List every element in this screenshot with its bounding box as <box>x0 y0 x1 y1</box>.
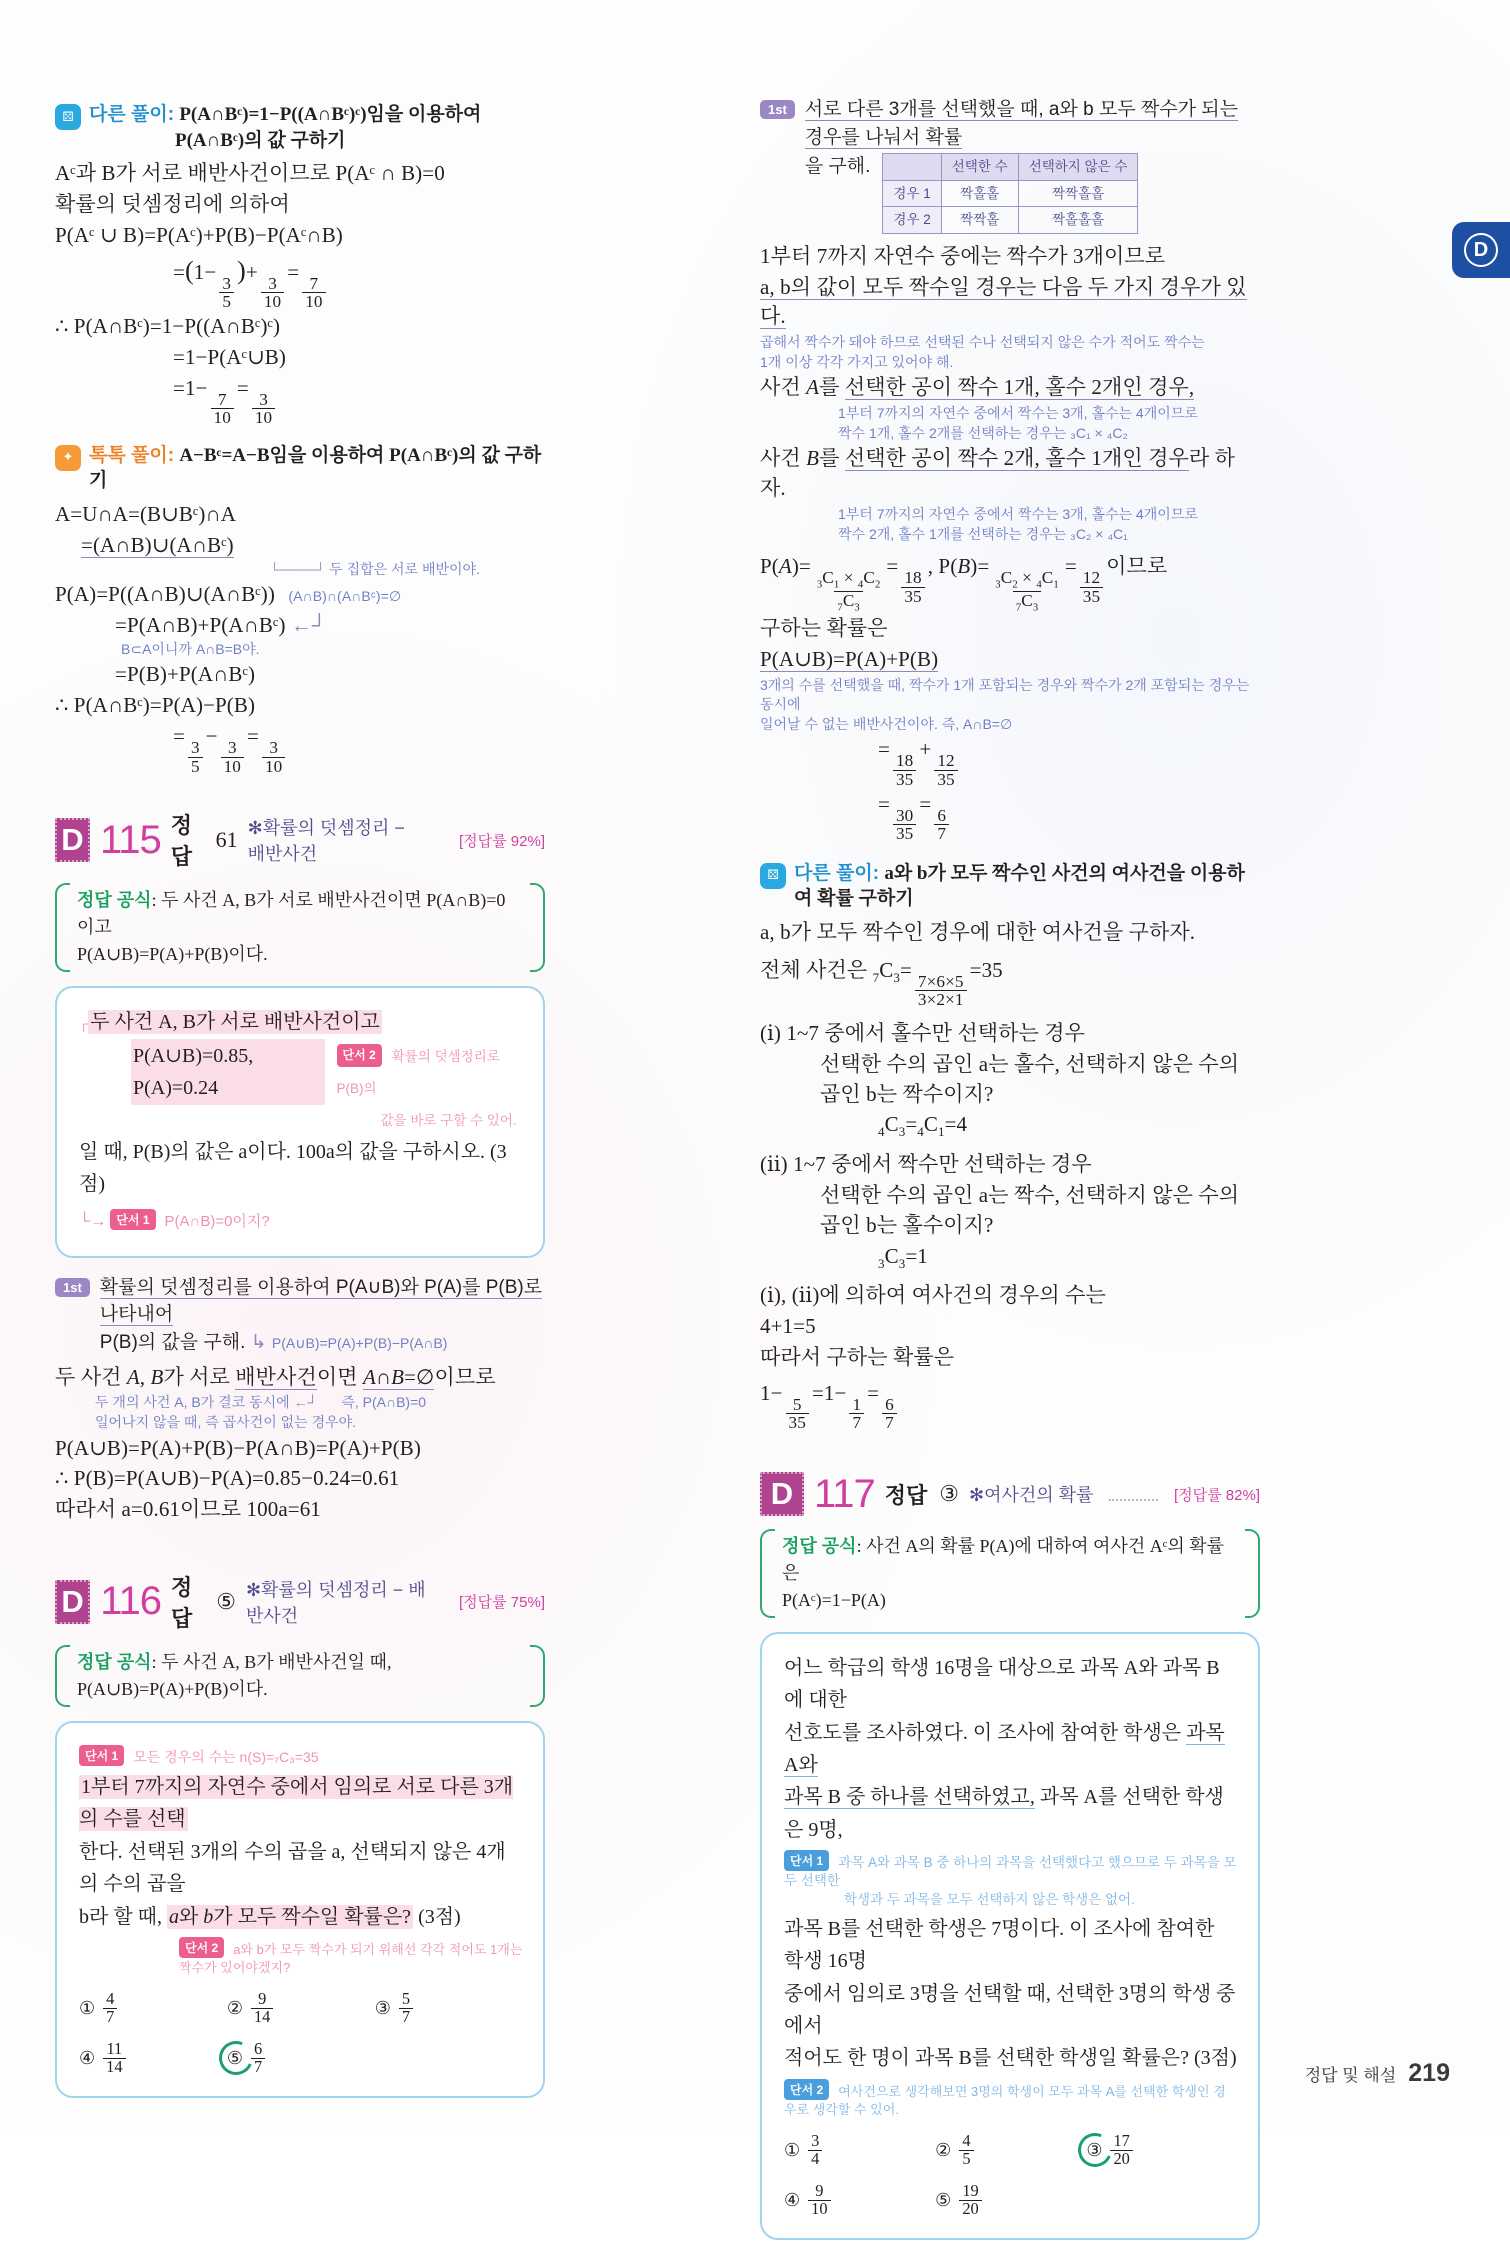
step-115-l2: P(B)의 값을 구해. <box>99 1331 246 1353</box>
q115-hint1-tag: 단서 1 <box>110 1209 155 1230</box>
q115-hint1 <box>79 1209 523 1232</box>
choice-2-num: ② <box>935 2139 952 2160</box>
q115-line2-row <box>79 1039 523 1136</box>
alt3-line-7: $_3C_3=1$ <box>878 1243 928 1271</box>
r116-line-2: 사건 A를 선택한 공이 짝수 1개, 홀수 2개인 경우, <box>760 375 1195 400</box>
q117-hint2-text: 여사건으로 생각해보면 3명의 학생이 모두 과목 A를 선택한 학생인 경우로 생각할 수 있어. <box>784 2083 1226 2117</box>
choice-2-num: ② <box>226 1997 243 2018</box>
q116-hint2-text: a와 b가 모두 짝수가 되기 위해선 각각 적어도 1개는 짝수가 있어야겠지? <box>179 1941 523 1975</box>
r116-line-5-text: P(A∪B)=P(A)+P(B) <box>760 646 939 671</box>
problem-116-choices-row-2 <box>79 2041 523 2075</box>
th-2: 선택하지 않은 수 <box>1018 154 1138 181</box>
problem-115-question-card <box>55 986 545 1258</box>
td-r0c2: 짝짝홀홀 <box>1018 180 1138 207</box>
alt1-line-2: P(Aᶜ ∪ B)=P(Aᶜ)+P(B)−P(Aᶜ∩B) <box>55 222 343 247</box>
problem-116-rate: [정답률 75%] <box>459 1594 545 1612</box>
choice-5-den-val: 20 <box>959 2200 981 2218</box>
td-r1c0: 경우 2 <box>883 207 941 234</box>
arrow-right-icon-1: └→ <box>79 1212 107 1230</box>
th-0 <box>883 154 941 181</box>
choice-5[interactable] <box>935 2183 1086 2217</box>
p115-note1-l1 <box>55 1393 545 1413</box>
r116-noteB-l2: 짝수 2개, 홀수 1개를 선택하는 경우는 ₃C₂ × ₄C₁ <box>838 525 1128 542</box>
p115-note1-l2: 일어나지 않을 때, 즉 곱사건이 없는 경우야. <box>95 1413 357 1430</box>
problem-116-topic: ✻확률의 덧셈정리 − 배반사건 <box>245 1579 426 1626</box>
p115-note1-l1-text: 두 개의 사건 A, B가 결코 동시에 <box>95 1394 290 1411</box>
alt-solution-1-line2: P(A∩Bᶜ)의 값 구하기 <box>175 129 346 151</box>
problem-115-formula <box>55 883 545 972</box>
q115-line1 <box>79 1006 523 1038</box>
choice-1-num-val: 3 <box>811 2130 820 2150</box>
td-r1c1: 짝짝홀 <box>941 207 1018 234</box>
alt2-line-3-text: =P(A∩B)+P(A∩Bᶜ) <box>115 613 286 638</box>
q117-line3: 과목 B 중 하나를 선택하였고, 과목 A를 선택한 학생은 9명, <box>784 1786 1224 1841</box>
choice-1-den-val: 4 <box>808 2150 822 2168</box>
problem-115-answer-label: 정답 <box>170 813 192 870</box>
problem-115-header <box>55 809 545 871</box>
alt-solution-1-label: 다른 풀이: <box>89 104 175 125</box>
q115-line3: 일 때, P(B)의 값은 a이다. 100a의 값을 구하시오. (3점) <box>79 1140 507 1196</box>
choice-1-num-val: 4 <box>106 1988 115 2008</box>
problem-116-question-card <box>55 1721 545 2098</box>
choice-3-num: ③ <box>374 1997 391 2018</box>
q116-hint2 <box>79 1937 523 1977</box>
alt2-line-1 <box>55 531 545 561</box>
alt2-line-1-text: =(A∩B)∪(A∩Bᶜ) <box>81 532 234 557</box>
alt1-line-0: Aᶜ과 B가 서로 배반사건이므로 P(Aᶜ ∩ B)=0 <box>55 161 445 186</box>
problem-117-dots <box>1109 1487 1158 1501</box>
footer-label: 정답 및 해설 <box>1304 2066 1397 2085</box>
choice-5-num: ⑤ <box>226 2048 243 2069</box>
alt2-line-2 <box>55 580 545 610</box>
formula-key-115: 정답 공식 <box>77 890 152 911</box>
q116-hint1 <box>79 1745 523 1767</box>
q116-line2: 한다. 선택된 3개의 수의 곱을 a, 선택되지 않은 4개의 수의 곱을 <box>79 1840 506 1896</box>
alt-solution-2-label: 톡톡 풀이: <box>89 444 175 466</box>
alt2-frac-final: = $\frac{3}{5}$ − $\frac{3}{10}$ = $\frac{3}{10}$ <box>55 722 545 775</box>
q117-line1: 어느 학급의 학생 16명을 대상으로 과목 A와 과목 B에 대한 <box>784 1656 1220 1712</box>
alt3-line-1: 전체 사건은 $_7C_3=$ $\frac{7\times 6\times 5}{3\times 2\times 1}$ =35 <box>760 957 1003 1010</box>
alt-solution-2-text: A−Bᶜ=A−B임을 이용하여 P(A∩Bᶜ)의 값 구하기 <box>89 444 542 492</box>
problem-116-formula-line1 <box>77 1649 519 1703</box>
table-row <box>883 180 1138 207</box>
p115-body-1: P(A∪B)=P(A)+P(B)−P(A∩B)=P(A)+P(B) <box>55 1435 421 1460</box>
step-115-side: P(A∪B)=P(A)+P(B)−P(A∩B) <box>271 1334 448 1351</box>
problem-115-step-1 <box>55 1274 545 1357</box>
choice-3[interactable] <box>1086 2130 1237 2168</box>
choice-4-num-val: 11 <box>106 2039 123 2059</box>
alt1-line-1: 확률의 덧셈정리에 의하여 <box>55 192 290 217</box>
r116-line-1-text: a, b의 값이 모두 짝수일 경우는 다음 두 가지 경우가 있다. <box>760 274 1247 329</box>
alt3-line-8: (ⅰ), (ⅱ)에 의하여 여사건의 경우의 수는 <box>760 1283 1106 1308</box>
alt3-line-9: 4+1=5 <box>760 1314 816 1339</box>
alt2-note-disjoint-text: 두 집합은 서로 배반이야. <box>329 560 480 577</box>
r116-noteA-l1: 1부터 7까지의 자연수 중에서 짝수는 3개, 홀수는 4개이므로 <box>838 405 1198 422</box>
step-116-l1: 서로 다른 3개를 선택했을 때, a와 b 모두 짝수가 되는 경우를 나눠서 확률 <box>804 99 1239 148</box>
problem-115-answer-value: 61 <box>215 827 238 853</box>
alt-solution-1-line1: P(A∩Bᶜ)=1−P((A∩Bᶜ)ᶜ)임을 이용하여 <box>179 104 482 125</box>
choice-3-num-val: 17 <box>1113 2130 1130 2150</box>
q115-line1-text: 두 사건 A, B가 서로 배반사건이고 <box>90 1011 380 1034</box>
alt1-frac-line-2: =1− $\frac{7}{10}$ = $\frac{3}{10}$ <box>55 374 545 427</box>
table-header-row <box>883 154 1138 181</box>
q117-hint1 <box>784 1850 1238 1909</box>
problem-117-rate: [정답률 82%] <box>1174 1486 1260 1504</box>
choice-2-num-val: 9 <box>258 1988 267 2008</box>
th-1: 선택한 수 <box>941 154 1018 181</box>
problem-116-number: 116 <box>100 1579 162 1624</box>
step-badge-115: 1st <box>55 1278 90 1297</box>
choice-2-den-val: 5 <box>959 2150 973 2168</box>
r116-note-mutual-l1: 3개의 수를 선택했을 때, 짝수가 1개 포함되는 경우와 짝수가 2개 포함되는 경우는 동시에 <box>760 676 1250 713</box>
choice-4[interactable] <box>784 2183 935 2217</box>
problem-115-formula-line1 <box>77 887 519 941</box>
problem-117-answer-value: ③ <box>939 1481 960 1507</box>
dice-icon: ⚄ <box>760 863 786 889</box>
step-text-116 <box>805 96 1260 234</box>
arrow-right-icon-2: ↳ <box>250 1331 267 1353</box>
r116-note-even-l2: 1개 이상 각각 가지고 있어야 해. <box>760 353 954 370</box>
r116-line-5 <box>760 645 1260 675</box>
q116-hint1-text: 모든 경우의 수는 n(S)=₇C₃=35 <box>133 1748 319 1765</box>
choice-1[interactable] <box>784 2130 935 2168</box>
q117-line5: 중에서 임의로 3명을 선택할 때, 선택한 3명의 학생 중에서 <box>784 1982 1236 2038</box>
problem-117-answer-label: 정답 <box>884 1482 928 1508</box>
alt-solution-2-title <box>89 443 545 494</box>
problem-117-header <box>760 1472 1260 1517</box>
p115-body-3: 따라서 a=0.61이므로 100a=61 <box>55 1497 321 1522</box>
q115-hint2-l2: 값을 바로 구할 수 있어. <box>380 1113 517 1129</box>
choice-4-den-val: 10 <box>808 2200 830 2218</box>
q117-hint2-tag: 단서 2 <box>784 2079 829 2100</box>
q117-line2: 선호도를 조사하였다. 이 조사에 참여한 학생은 과목 A와 <box>784 1721 1225 1777</box>
td-r0c0: 경우 1 <box>883 180 941 207</box>
problem-117-choices-row-1 <box>784 2130 1238 2168</box>
r116-line-3: 사건 B를 선택한 공이 짝수 2개, 홀수 1개인 경우라 하자. <box>760 446 1235 501</box>
alt2-line-5: ∴ P(A∩Bᶜ)=P(A)−P(B) <box>55 693 256 718</box>
alt3-line-10: 따라서 구하는 확률은 <box>760 1344 955 1369</box>
case-table <box>882 153 1138 234</box>
choice-1-num: ① <box>79 1997 96 2018</box>
problem-115-rate: [정답률 92%] <box>459 832 545 850</box>
section-tab-label: D <box>1464 233 1498 267</box>
p115-body-0: 두 사건 A, B가 서로 배반사건이면 A∩B=∅이므로 <box>55 1364 496 1389</box>
problem-116-tag: D <box>55 1580 90 1624</box>
q117-hint1-l1: 과목 A와 과목 B 중 하나의 과목을 선택했다고 했으므로 두 과목을 모두 선택한 <box>784 1855 1237 1889</box>
choice-3[interactable] <box>374 1988 523 2026</box>
problem-117-choices-row-2 <box>784 2183 1238 2217</box>
r116-line-0: 1부터 7까지 자연수 중에는 짝수가 3개이므로 <box>760 243 1166 268</box>
alt2-note-subset: B⊂A이니까 A∩B=B야. <box>121 640 260 657</box>
q115-hint2 <box>337 1039 523 1136</box>
choice-2-den-val: 14 <box>251 2008 273 2026</box>
choice-4[interactable] <box>79 2041 227 2075</box>
q117-line4: 과목 B를 선택한 학생은 7명이다. 이 조사에 참여한 학생 16명 <box>784 1917 1215 1973</box>
choice-2[interactable] <box>226 1988 375 2026</box>
q116-hint1-tag: 단서 1 <box>79 1745 124 1766</box>
r116-line-4: 구하는 확률은 <box>760 615 888 640</box>
alt1-frac-line-1: =(1− $\frac{3}{5}$ )+ $\frac{3}{10}$ = $\frac{7}{10}$ <box>55 252 545 311</box>
alt-solution-1-header <box>55 102 545 153</box>
q116-line1-text: 1부터 7까지의 자연수 중에서 임의로 서로 다른 3개의 수를 선택 <box>79 1775 514 1831</box>
table-row <box>883 207 1138 234</box>
alt2-line-3 <box>55 611 545 641</box>
formula-115-text1: : 두 사건 A, B가 서로 배반사건이면 P(A∩B)=0이고 <box>77 890 506 938</box>
formula-116-text1: : 두 사건 A, B가 배반사건일 때, P(A∪B)=P(A)+P(B)이다. <box>77 1651 392 1699</box>
problem-116-choices-row-1 <box>79 1988 523 2026</box>
problem-117-formula-line1 <box>782 1533 1234 1587</box>
alt3-line-4: $_4C_3=_4C_1=4$ <box>878 1112 968 1140</box>
connector-bracket-2: ┌ <box>79 1016 89 1032</box>
step-115-l1: 확률의 덧셈정리를 이용하여 P(A∪B)와 P(A)를 P(B)로 나타내어 <box>99 1276 543 1326</box>
choice-5-den-val: 7 <box>251 2058 265 2076</box>
choice-4-num-val: 9 <box>815 2181 824 2201</box>
page-footer <box>1305 2059 1450 2088</box>
problem-115-tag: D <box>55 818 90 862</box>
alt-solution-3-title <box>794 861 1260 912</box>
problem-117-topic: ✻여사건의 확률 <box>969 1485 1094 1506</box>
q116-line1 <box>79 1771 523 1836</box>
formula-key-116: 정답 공식 <box>77 1651 152 1672</box>
problem-116-answer-value: ⑤ <box>216 1588 236 1614</box>
alt1-line-4: =1−P(Aᶜ∪B) <box>173 344 286 369</box>
problem-117-formula <box>760 1529 1260 1618</box>
r116-line-1 <box>760 273 1260 333</box>
alt3-line-6: 선택한 수의 곱인 a는 짝수, 선택하지 않은 수의 곱인 b는 홀수이지? <box>820 1182 1240 1237</box>
q116-hint2-tag: 단서 2 <box>179 1937 224 1958</box>
p115-body-2: ∴ P(B)=P(A∪B)−P(A)=0.85−0.24=0.61 <box>55 1466 400 1491</box>
r116-pa-formula: P(A)= $\frac{_3C_1 \times _4C_2}{_7C_3}$ = $\frac{18}{35}$ , P(B)= $\frac{_3C_2 \times _4C_1}{_7C_3}$ = $\frac{12}{35}$ 이므로 <box>760 554 1168 614</box>
problem-116-step-1 <box>760 96 1260 234</box>
problem-117-number: 117 <box>814 1471 875 1516</box>
problem-117-question-card <box>760 1632 1260 2240</box>
alt1-line-3: ∴ P(A∩Bᶜ)=1−P((A∩Bᶜ)ᶜ) <box>55 313 281 338</box>
alt-solution-1-title <box>89 102 481 153</box>
alt2-line-2-text: P(A)=P((A∩B)∪(A∩Bᶜ)) <box>55 582 275 607</box>
problem-116-answer-label: 정답 <box>171 1574 193 1631</box>
p115-note2-text: 즉, P(A∩B)=0 <box>341 1394 427 1411</box>
choice-4-num: ④ <box>79 2048 96 2069</box>
alt3-line-0: a, b가 모두 짝수인 경우에 대한 여사건을 구하자. <box>760 920 1196 945</box>
problem-117-tag: D <box>760 1472 804 1516</box>
r116-sum-1: = $\frac{18}{35}$ + $\frac{12}{35}$ <box>760 735 1260 788</box>
q115-line2-text: P(A∪B)=0.85, P(A)=0.24 <box>131 1039 325 1106</box>
problem-116-formula <box>55 1645 545 1707</box>
q115-hint2-tag: 단서 2 <box>337 1044 382 1067</box>
choice-3-num: ③ <box>1086 2139 1103 2160</box>
td-r0c1: 짝홀홀 <box>941 180 1018 207</box>
alt2-line-4: =P(B)+P(A∩Bᶜ) <box>115 662 256 687</box>
choice-6-empty <box>375 2041 523 2075</box>
r116-note-mutual-l2: 일어날 수 없는 배반사건이야. 즉, A∩B=∅ <box>760 715 1013 732</box>
problem-115-topic: ✻확률의 덧셈정리 − 배반사건 <box>247 818 405 865</box>
choice-3-num-val: 5 <box>401 1988 411 2008</box>
alt-solution-3-text: a와 b가 모두 짝수인 사건의 여사건을 이용하여 확률 구하기 <box>794 862 1245 910</box>
problem-117-formula-line2: P(Aᶜ)=1−P(A) <box>782 1589 886 1610</box>
step-text-115 <box>100 1274 545 1357</box>
alt-solution-2-header <box>55 443 545 494</box>
choice-4-num: ④ <box>784 2190 801 2211</box>
alt-solution-3-label: 다른 풀이: <box>794 862 880 884</box>
choice-2-num-val: 4 <box>962 2130 971 2150</box>
alt3-line-3: 선택한 수의 곱인 a는 홀수, 선택하지 않은 수의 곱인 b는 짝수이지? <box>820 1051 1240 1106</box>
page-number: 219 <box>1408 2059 1450 2087</box>
choice-3-den-val: 20 <box>1110 2150 1132 2168</box>
choice-1-den-val: 7 <box>103 2008 117 2026</box>
dice-icon: ⚄ <box>55 104 81 130</box>
alt2-line-0: A=U∩A=(B∪Bᶜ)∩A <box>55 502 237 527</box>
magic-wand-icon: ✦ <box>55 445 81 471</box>
alt-solution-3-header <box>760 861 1260 912</box>
arrow-left-icon-2: ←┘ <box>293 1394 318 1411</box>
q117-line6: 적어도 한 명이 과목 B를 선택한 학생일 확률은? (3점) <box>784 2047 1237 2070</box>
alt3-line-2: (ⅰ) 1~7 중에서 홀수만 선택하는 경우 <box>760 1021 1086 1046</box>
formula-117-text1: : 사건 A의 확률 P(A)에 대하여 여사건 Aᶜ의 확률은 <box>782 1535 1224 1583</box>
step-badge-116: 1st <box>760 100 795 119</box>
q116-line3: b라 할 때, a와 b가 모두 짝수일 확률은? (3점) <box>79 1905 461 1928</box>
choice-5[interactable] <box>227 2041 375 2075</box>
q117-hint2 <box>784 2079 1238 2119</box>
alt2-note-side: (A∩B)∩(A∩Bᶜ)=∅ <box>288 588 402 605</box>
alt3-line-11: 1− $\frac{5}{35}$ =1− $\frac{1}{7}$ = $\frac{6}{7}$ <box>760 1379 1260 1432</box>
problem-115-formula-line2: P(A∪B)=P(A)+P(B)이다. <box>77 944 268 965</box>
choice-3-den-val: 7 <box>399 2008 413 2026</box>
section-tab-d <box>1452 222 1510 278</box>
r116-noteB-l1: 1부터 7까지의 자연수 중에서 짝수는 3개, 홀수는 4개이므로 <box>838 506 1198 523</box>
choice-5-num: ⑤ <box>935 2190 952 2211</box>
choice-4-den-val: 14 <box>103 2058 125 2076</box>
choice-2[interactable] <box>935 2130 1086 2168</box>
q115-hint2-l1: 확률의 덧셈정리로 P(B)의 <box>336 1048 500 1097</box>
q115-hint1-text: P(A∩B)=0이지? <box>164 1212 270 1230</box>
problem-115-number: 115 <box>99 817 161 862</box>
right-column <box>760 96 1260 2256</box>
step-116-l2: 을 구해. <box>804 156 871 178</box>
connector-bracket-1: └────┘ <box>270 561 326 577</box>
alt3-line-5: (ⅱ) 1~7 중에서 짝수만 선택하는 경우 <box>760 1152 1092 1177</box>
r116-sum-2: = $\frac{30}{35}$ = $\frac{6}{7}$ <box>760 790 1260 843</box>
r116-note-even-l1: 곱해서 짝수가 돼야 하므로 선택된 수나 선택되지 않은 수가 적어도 짝수는 <box>760 334 1205 351</box>
arrow-left-icon: ←┘ <box>290 613 328 638</box>
choice-5-num-val: 6 <box>253 2039 263 2059</box>
formula-key-117: 정답 공식 <box>782 1535 857 1556</box>
r116-noteA-l2: 짝수 1개, 홀수 2개를 선택하는 경우는 ₃C₁ × ₄C₂ <box>838 424 1128 441</box>
choice-6-empty <box>1086 2183 1237 2217</box>
q117-hint1-l2: 학생과 두 과목을 모두 선택하지 않은 학생은 없어. <box>844 1891 1135 1907</box>
q117-hint1-tag: 단서 1 <box>784 1850 829 1871</box>
td-r1c2: 짝홀홀홀 <box>1018 207 1138 234</box>
alt2-note-disjoint <box>55 560 545 580</box>
choice-5-num-val: 19 <box>962 2181 979 2201</box>
problem-116-header <box>55 1571 545 1633</box>
left-column <box>55 96 545 2114</box>
choice-1[interactable] <box>79 1988 227 2026</box>
choice-1-num: ① <box>784 2139 801 2160</box>
